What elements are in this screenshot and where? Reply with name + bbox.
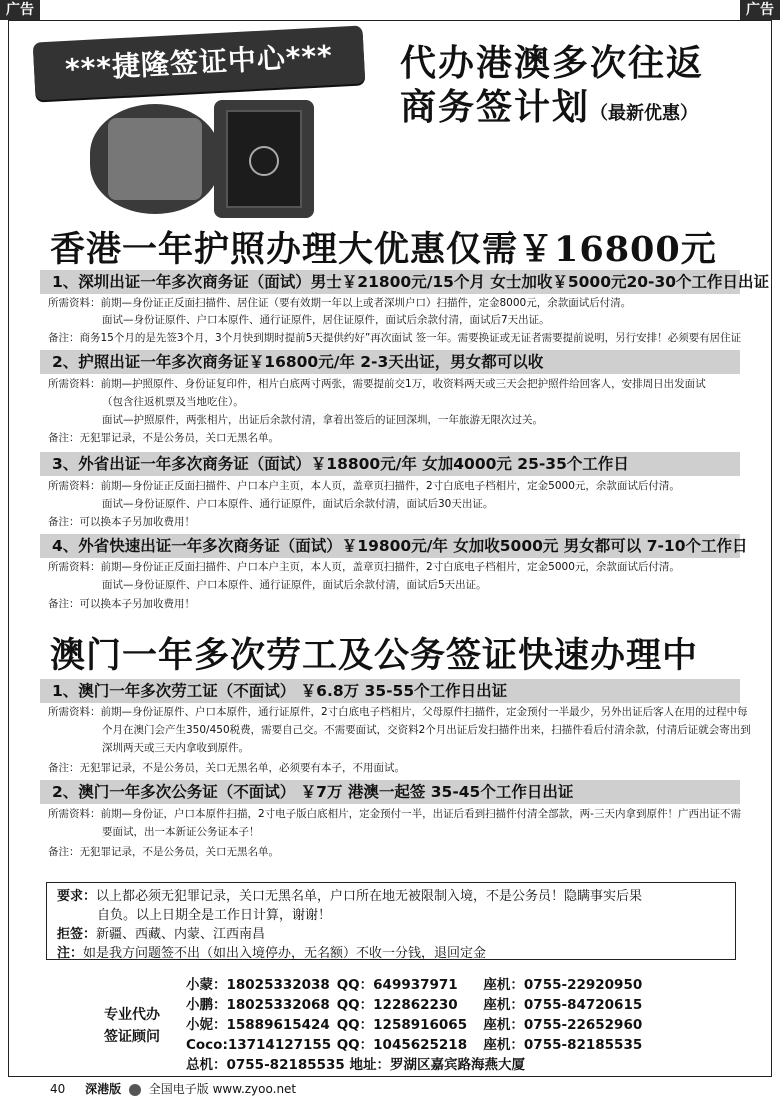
requirements-box: 要求：以上都必须无犯罪记录，关口无黑名单，户口所在地无被限制入境，不是公务员！隐瞒事实后果 自负。以上日期全是工作日计算，谢谢！ 拒签：新疆、西藏、内蒙、江西南昌 注：如是我方问题签不出（如出入境停办，无名额）不收一分钱，退回定金 bbox=[46, 882, 736, 960]
contact-row: 小蒙：18025332038 QQ：649937971 座机：0755-22920950 bbox=[186, 977, 643, 993]
hk-item-4: 4、外省快速出证一年多次商务证（面试）￥19800元/年 女加收5000元 男女都可以 7-10个工作日 bbox=[40, 534, 740, 558]
passport-photo bbox=[214, 100, 314, 218]
site-link[interactable]: 全国电子版 www.zyoo.net bbox=[148, 1082, 297, 1096]
macau-heading: 澳门一年多次劳工及公务签证快速办理中 bbox=[50, 635, 699, 676]
macau-item-1: 1、澳门一年多次劳工证（不面试） ￥6.8万 35-55个工作日出证 bbox=[40, 679, 740, 703]
emblem-icon bbox=[249, 146, 279, 176]
visa-document-photo bbox=[90, 104, 220, 214]
page-number: 40 bbox=[50, 1082, 66, 1096]
ad-tag-left: 广告 bbox=[0, 0, 40, 20]
hq-address: 总机：0755-82185535 地址：罗湖区嘉宾路海燕大厦 bbox=[186, 1057, 526, 1073]
edition-logo-icon bbox=[129, 1084, 141, 1096]
page-title: 代办港澳多次往返 商务签计划（最新优惠） bbox=[400, 43, 705, 128]
hk-item-3: 3、外省出证一年多次商务证（面试）￥18800元/年 女加4000元 25-35个工作日 bbox=[40, 452, 740, 476]
hk-item-2: 2、护照出证一年多次商务证￥16800元/年 2-3天出证，男女都可以收 bbox=[40, 350, 740, 374]
page-footer bbox=[50, 1080, 296, 1097]
advisor-label: 专业代办 签证顾问 bbox=[104, 1007, 160, 1045]
contact-row: 小妮：15889615424 QQ：1258916065 座机：0755-22652960 bbox=[186, 1017, 643, 1033]
contact-row: Coco:13714127155 QQ：1045625218 座机：0755-82185535 bbox=[186, 1037, 643, 1053]
contact-list bbox=[186, 975, 642, 1075]
macau-item-2: 2、澳门一年多次公务证（不面试） ￥7万 港澳一起签 35-45个工作日出证 bbox=[40, 780, 740, 804]
agency-banner: ***捷隆签证中心*** bbox=[33, 25, 366, 100]
hk-item-1: 1、深圳出证一年多次商务证（面试）男士￥21800元/15个月 女士加收￥5000元20-30个工作日出证 bbox=[40, 270, 740, 294]
hk-heading: 香港一年护照办理大优惠仅需￥16800元 bbox=[50, 229, 717, 270]
edition: 深港版 bbox=[85, 1082, 122, 1096]
ad-tag-right: 广告 bbox=[740, 0, 780, 20]
contact-row: 小鹏：18025332068 QQ：122862230 座机：0755-84720615 bbox=[186, 997, 643, 1013]
